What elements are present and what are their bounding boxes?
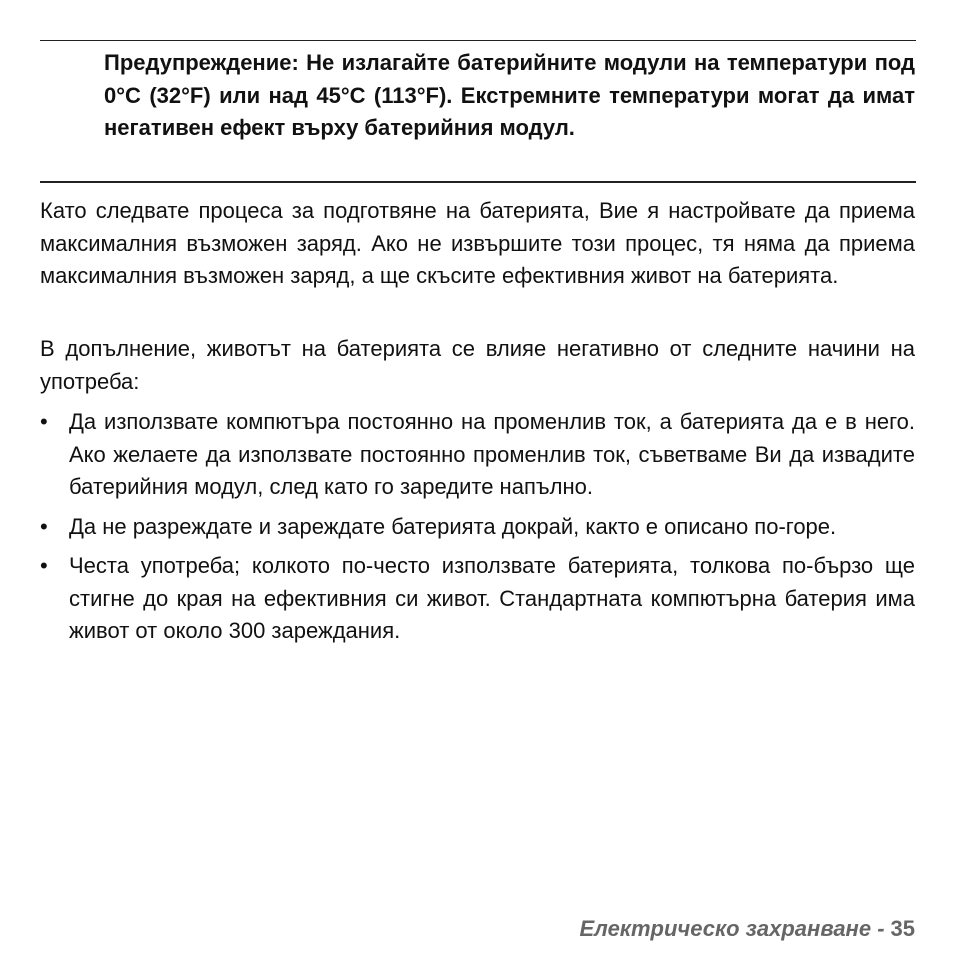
list-item (40, 406, 915, 504)
paragraph-battery-conditioning: Като следвате процеса за подготвяне на батерията, Вие я настройвате да приема максималния възможен заряд. Ако не извършите този процес, тя няма да приема максималния възможен заряд, а ще скъсите ефективния живот на батерията. (40, 198, 915, 288)
list-item-text: Честа употреба; колкото по-често използвате батерията, толкова по-бързо ще стигне до края на ефективния си живот. Стандартната компютърна батерия има живот от около 300 зареждания. (69, 553, 915, 643)
bullet-icon: • (40, 553, 48, 578)
page-footer (580, 914, 916, 944)
warning-text: Предупреждение: Не излагайте батерийните модули на температури под 0°C (32°F) или над 45°C (113°F). Екстремните температури могат да имат негативен ефект върху батерийния модул. (104, 50, 915, 140)
warning-top-rule (40, 40, 916, 41)
usage-bullet-list (40, 406, 915, 655)
list-item (40, 550, 915, 648)
paragraph-usage-intro: В допълнение, животът на батерията се влияе негативно от следните начини на употреба: (40, 336, 915, 394)
list-item-text: Да използвате компютъра постоянно на променлив ток, а батерията да е в него. Ако желаете да използвате постоянно променлив ток, съветваме Ви да извадите батерийния модул, след като го заредите напълно. (69, 409, 915, 499)
warning-bottom-rule (40, 181, 916, 183)
footer-section-title: Електрическо захранване - (579, 916, 885, 941)
bullet-icon: • (40, 409, 48, 434)
page-number: 35 (890, 916, 915, 941)
list-item (40, 511, 915, 544)
bullet-icon: • (40, 513, 48, 539)
list-item-text: Да не разреждате и зареждате батерията докрай, както е описано по-горе. (69, 513, 837, 539)
